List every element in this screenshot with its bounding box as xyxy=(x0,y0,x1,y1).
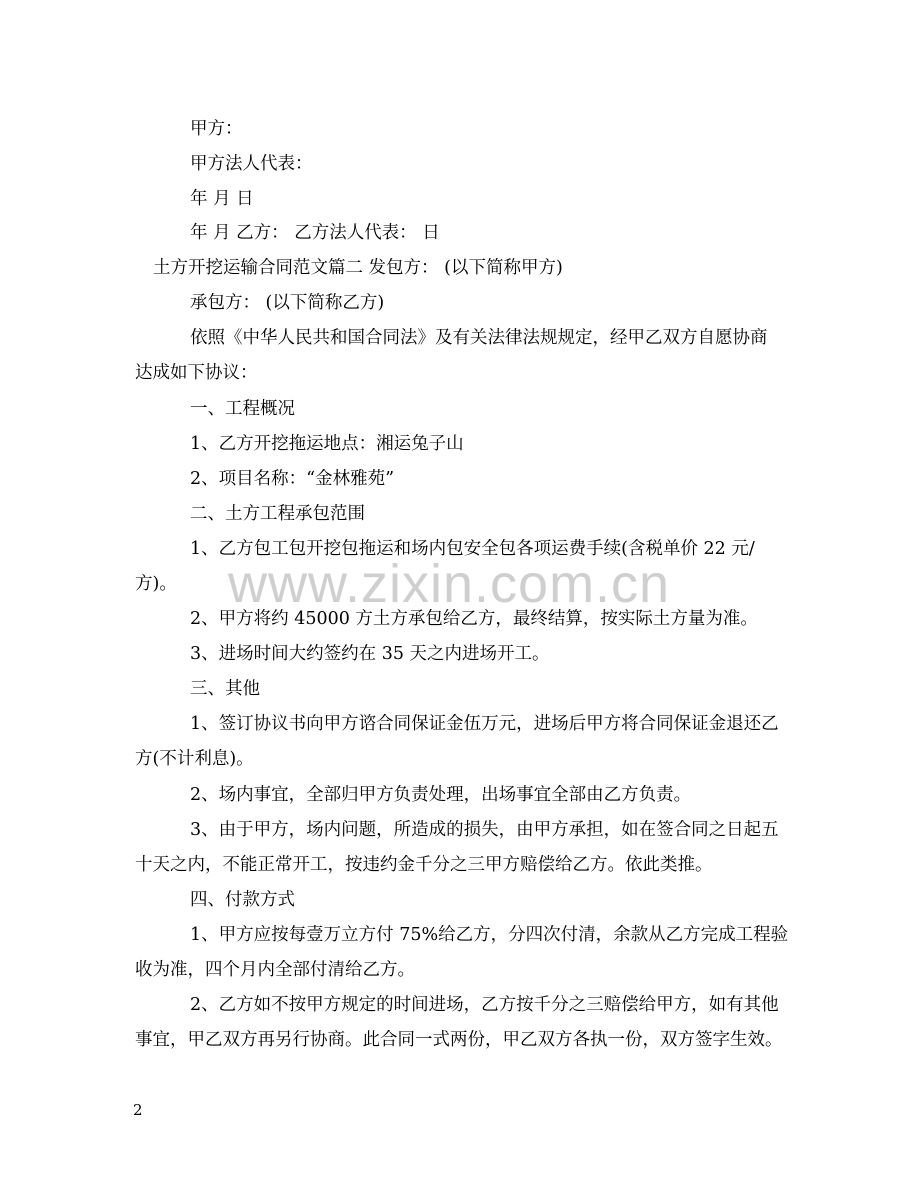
section-title: 土方开挖运输合同范文篇二 发包方： (以下简称甲方) xyxy=(153,258,563,278)
paragraph-line: 1、签订协议书向甲方谘合同保证金伍万元，进场后甲方将合同保证金退还乙 xyxy=(190,714,779,734)
paragraph-line: 事宜，甲乙双方再另行协商。此合同一式两份，甲乙双方各执一份，双方签字生效。 xyxy=(135,1030,783,1050)
paragraph-line: 十天之内，不能正常开工，按违约金千分之三甲方赔偿给乙方。依此类推。 xyxy=(135,855,713,875)
paragraph-line: 2、乙方如不按甲方规定的时间进场，乙方按千分之三赔偿给甲方，如有其他 xyxy=(190,995,779,1015)
paragraph-line: 3、由于甲方，场内问题，所造成的损失，由甲方承担，如在签合同之日起五 xyxy=(190,820,779,840)
section-heading: 一、工程概况 xyxy=(190,399,295,419)
paragraph-line: 达成如下协议： xyxy=(135,363,258,383)
section-heading: 三、其他 xyxy=(190,679,260,699)
text-line: 2、项目名称：“金林雅苑” xyxy=(190,469,395,489)
text-line: 年 月 乙方： 乙方法人代表： 日 xyxy=(190,223,440,243)
watermark: www.zixin.com.cn xyxy=(228,554,671,614)
section-heading: 二、土方工程承包范围 xyxy=(190,504,365,524)
paragraph-line: 1、乙方包工包开挖包拖运和场内包安全包各项运费手续(含税单价 22 元/ xyxy=(190,539,755,559)
text-line: 甲方法人代表： xyxy=(190,154,313,174)
paragraph-line: 方(不计利息)。 xyxy=(135,749,254,769)
text-line: 1、乙方开挖拖运地点：湘运兔子山 xyxy=(190,434,464,454)
text-line: 年 月 日 xyxy=(190,189,254,209)
paragraph-line: 1、甲方应按每壹万立方付 75%给乙方，分四次付清，余款从乙方完成工程验 xyxy=(190,925,789,945)
paragraph-line: 收为准，四个月内全部付清给乙方。 xyxy=(135,960,415,980)
paragraph-line: 依照《中华人民共和国合同法》及有关法律法规规定，经甲乙双方自愿协商 xyxy=(190,328,768,348)
text-line: 承包方： (以下简称乙方) xyxy=(190,293,385,313)
text-line: 2、甲方将约 45000 方土方承包给乙方，最终结算，按实际土方量为准。 xyxy=(190,609,758,629)
text-line: 2、场内事宜，全部归甲方负责处理，出场事宜全部由乙方负责。 xyxy=(190,785,692,805)
section-heading: 四、付款方式 xyxy=(190,890,295,910)
text-line: 3、进场时间大约签约在 35 天之内进场开工。 xyxy=(190,644,550,664)
page-number: 2 xyxy=(133,1101,143,1119)
text-line: 甲方： xyxy=(190,119,243,139)
paragraph-line: 方)。 xyxy=(135,574,177,594)
